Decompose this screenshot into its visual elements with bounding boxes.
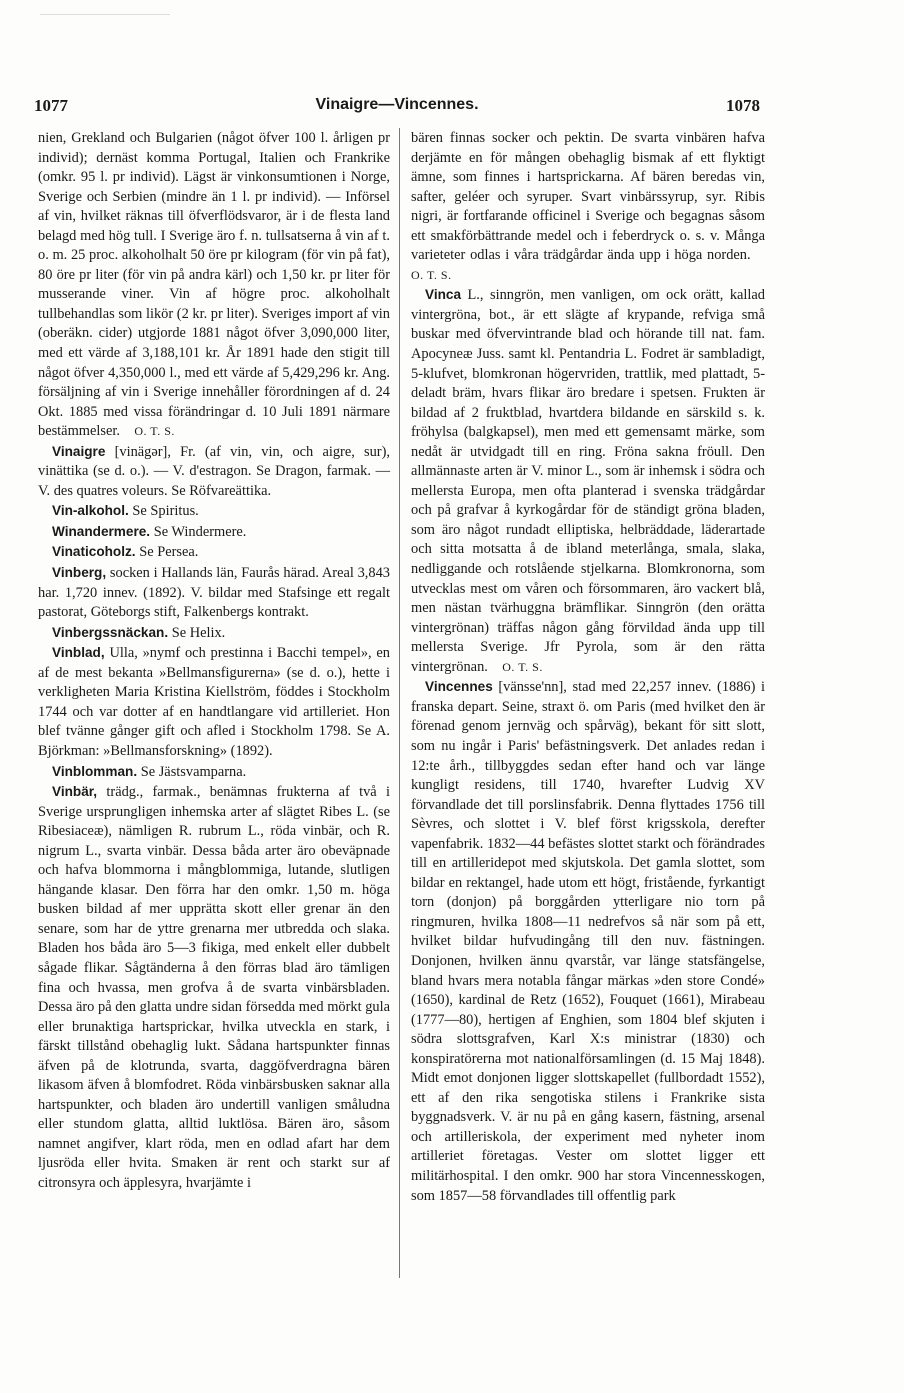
author-signature: O. T. S. — [502, 659, 543, 674]
entry-text: Se Windermere. — [153, 523, 247, 540]
column-divider — [399, 128, 400, 1278]
running-head: Vinaigre—Vincennes. — [315, 96, 479, 113]
entry — [38, 542, 390, 563]
entry-text: Se Spiritus. — [132, 503, 199, 520]
page-header — [34, 96, 760, 118]
entry — [38, 782, 390, 1193]
scan-artifact — [40, 14, 170, 15]
entry-text: bären finnas socker och pektin. De svarta vinbären hafva derjämte en för mången obehaglig bismak af ett flyktigt ämne, som finnes i hartsprickarna. Af bären beredas vin, safter, geléer och syruper. Svart vinbärssyrup, syr. Ribis nigri, är fortfarande officinel i Sverige och begagnas såsom ett smakförbättrande medel och i feberdryck o. s. v. Många varieteter odlas i våra trädgårdar ända upp i höga norden. — [411, 130, 765, 264]
author-signature: O. T. S. — [411, 267, 452, 282]
entry — [38, 522, 390, 543]
headword: Vinaticoholz. — [52, 544, 136, 560]
entry-text: L., sinngrön, men vanligen, om ock orätt, kallad vintergröna, bot., är ett slägte af krypande, refviga små buskar med öfvervintrande blad och hörande till nat. fam. Apocyneæ Juss. samt kl. Pentandria L. Fodret är sambladigt, 5-klufvet, blomkronan högervriden, trattlik, med plattadt, 5-deladt bräm, hvars flikar äro bredare i spetsen. Frukten är bildad af 2 fruktblad, hvartdera bildande en särskild s. k. fröhylsa (balgkapsel), men med ett gemensamt märke, som nedåt är utvidgadt till en ring. Fröna sakna fröull. Den allmännaste arten är V. minor L., som är inhemsk i södra och mellersta Europa, men ofta planterad i svenska trädgårdar och på grafvar å kyrkogårdar för de ständigt gröna bladen, som äro något rundadt elliptiska, helbräddade, läderartade och sitta motsatta å de ibland meterlånga, smala, slaka, nedliggande och rotslående stjelkarna. Blomkronorna, som utvecklas mest om våren och försommaren, äro vackert blå, men nästan tvärhuggna brämflikar. Sinngrön (den orätta vintergrönan) träffas någon gång förvildad ända upp till mellersta Sverige. Jfr Pyrola, som är den rätta vintergrönan. — [411, 287, 765, 675]
entry — [38, 442, 390, 502]
entry — [411, 677, 765, 1206]
headword: Vinaigre — [52, 443, 106, 459]
headword: Vinbär, — [52, 784, 98, 800]
entry — [38, 501, 390, 522]
entry — [38, 643, 390, 761]
page-number-left: 1077 — [34, 96, 68, 115]
author-signature: O. T. S. — [134, 424, 175, 439]
headword: Vincennes — [425, 679, 493, 695]
headword: Vinberg, — [52, 565, 107, 581]
headword: Vinca — [425, 287, 462, 303]
headword: Vinbergssnäckan. — [52, 624, 169, 640]
entry — [411, 129, 765, 285]
entry-text: Se Persea. — [139, 544, 199, 561]
headword: Vinblad, — [52, 645, 105, 661]
headword: Vin-alkohol. — [52, 503, 129, 519]
page-number-right: 1078 — [726, 96, 760, 115]
right-column — [411, 129, 765, 1206]
entry-text: Se Helix. — [171, 624, 226, 641]
entry — [411, 285, 765, 677]
entry-text: Se Jästsvamparna. — [140, 763, 247, 780]
headword: Winandermere. — [52, 523, 151, 539]
entry-text: nien, Grekland och Bulgarien (något öfver 100 l. årligen pr individ); dernäst komma Portugal, Italien och Frankrike (omkr. 95 l. pr individ). Lägst är vinkonsumtionen i Norge, Sverige och Serbien (mindre än 1 l. pr individ). — Införsel af vin, hvilket räknas till öfverflödsvaror, är i de flesta land belagd med hög tull. I Sverige äro f. n. tullsatserna å vin af t. o. m. 25 proc. alkoholhalt 50 öre pr kilogram (för vin på fat), 80 öre pr liter (för vin på andra kärl) och 1,50 kr. pr liter för musserande viner. Vin af högre proc. alkoholhalt tullbehandlas som likör (2 kr. pr liter). Sveriges import af vin (oberäkn. cider) utgjorde 1881 något öfver 3,090,000 liter, med ett värde af 3,188,101 kr. År 1891 hade den stigit till något öfver 4,350,000 l., med ett värde af 5,429,296 kr. Ang. försäljning af vin i Sverige innehåller förordningen af d. 24 Okt. 1885 med vissa förändringar d. 10 Juli 1891 närmare bestämmelser. — [38, 130, 390, 440]
entry-text: [vänsse'nn], stad med 22,257 innev. (1886) i franska depart. Seine, straxt ö. om Paris (med hvilket den är förenad genom jernväg och spårväg), bekant för sitt slott, som nu ingår i Paris' befästningsverk. Det anlades redan i 12:te årh., tillbyggdes sedan efter hand och var länge kungligt residens, till 1740, hvarefter Ludvig XV förvandlade det till porslinsfabrik. Denna flyttades 1756 till Sèvres, och slottet i V. blef först krigsskola, derefter vapenfabrik. 1832—44 befästes slottet starkt och förändrades till en artilleridepot med skjutskola. Det gamla slottet, som bildar en rektangel, hade utom ett högt, fristående, fyrkantigt torn (donjon) på borggården ytterligare nio torn på ringmuren, hvilka 1808—11 nedrefvos så när som på ett, hvilket bildar hufvudingång till den nuv. fästningen. Donjonen, hvilken ännu qvarstår, var länge statsfängelse, bland hvars mera notabla fångar märkas »den store Condé» (1650), kardinal de Retz (1652), Fouquet (1661), Mirabeau (1777—80), hertigen af Enghien, som 1804 blef skjuten i södra slottsgrafven, Karl X:s ministrar (1830) och konspiratörerna mot nationalförsamlingen (d. 15 Maj 1848). Midt emot donjonen ligger slottskapellet (fullbordadt 1552), ett af den rika sengotiska stilens i Frankrike sista byggnadsverk. V. är nu på en gång kasern, fästning, arsenal och artilleriskola, der experiment med nyheter inom artilleriet företagas. Vester om slottet ligger ett militärhospital. I den omkr. 900 har stora Vincennesskogen, som 1857—58 förvandlades till offentlig park — [411, 679, 765, 1204]
entry-text: Ulla, »nymf och prestinna i Bacchi tempel», en af de mest bekanta »Bellmansfigurerna» (se d. o.), hette i verkligheten Maria Kristina Kiellström, föddes i Stockholm 1744 och var dotter af en handtlangare vid artilleriet. Hon blef tvänne gånger gift och afled i Stockholm 1798. Se A. Björkman: »Bellmansforskning» (1892). — [38, 645, 390, 759]
entry-text: [vinägər], Fr. (af vin, vin, och aigre, sur), vinättika (se d. o.). — V. d'estragon. Se Dragon, farmak. — V. des quatres voleurs. Se Röfvareättika. — [38, 443, 390, 499]
entry — [38, 129, 390, 442]
entry-text: socken i Hallands län, Faurås härad. Areal 3,843 har. 1,720 innev. (1892). V. bildar med Stafsinge ett regalt pastorat, Göteborgs stift, Falkenbergs kontrakt. — [38, 565, 390, 621]
headword: Vinblomman. — [52, 763, 138, 779]
entry — [38, 762, 390, 783]
entry — [38, 563, 390, 623]
entry — [38, 623, 390, 644]
left-column — [38, 129, 390, 1194]
entry-text: trädg., farmak., benämnas frukterna af två i Sverige ursprungligen inhemska arter af slägtet Ribes L. (se Ribesiaceæ), nämligen R. rubrum L., röda vinbär, och R. nigrum L., svarta vinbär. Dessa båda arter äro obeväpnade och hafva blommorna i mångblommiga, lutande, slutligen hängande klasar. Den förra har den omkr. 1,50 m. höga busken bildad af mer upprätta skott eller grenar än den senare, som har de yttre grenarna mer utbredda och slaka. Bladen hos båda äro 5—3 fikiga, med enkelt eller dubbelt sågade flikar. Sågtänderna å den förras blad äro tämligen fina och hvassa, men grofva å de svarta vinbärsbladen. Dessa äro på den glatta undre sidan försedda med mörkt gula eller brunaktiga hartsprickar, hvilka utveckla en stark, i färskt tillstånd obehaglig lukt. Sådana hartspunkter finnas äfven på de klotrunda, svarta, daggöfverdragna bären likasom äfven å blomfodret. Röda vinbärsbusken saknar alla hartspunkter, och bladen äro undertill vanligen småludna eller stundom glatta, alltid luktlösa. Bären äro, såsom namnet angifver, klart röda, men en odlad afart har dem ljusröda eller hvita. Smaken är rent och starkt sur af citronsyra och äpplesyra, hvarjämte i — [38, 784, 390, 1191]
